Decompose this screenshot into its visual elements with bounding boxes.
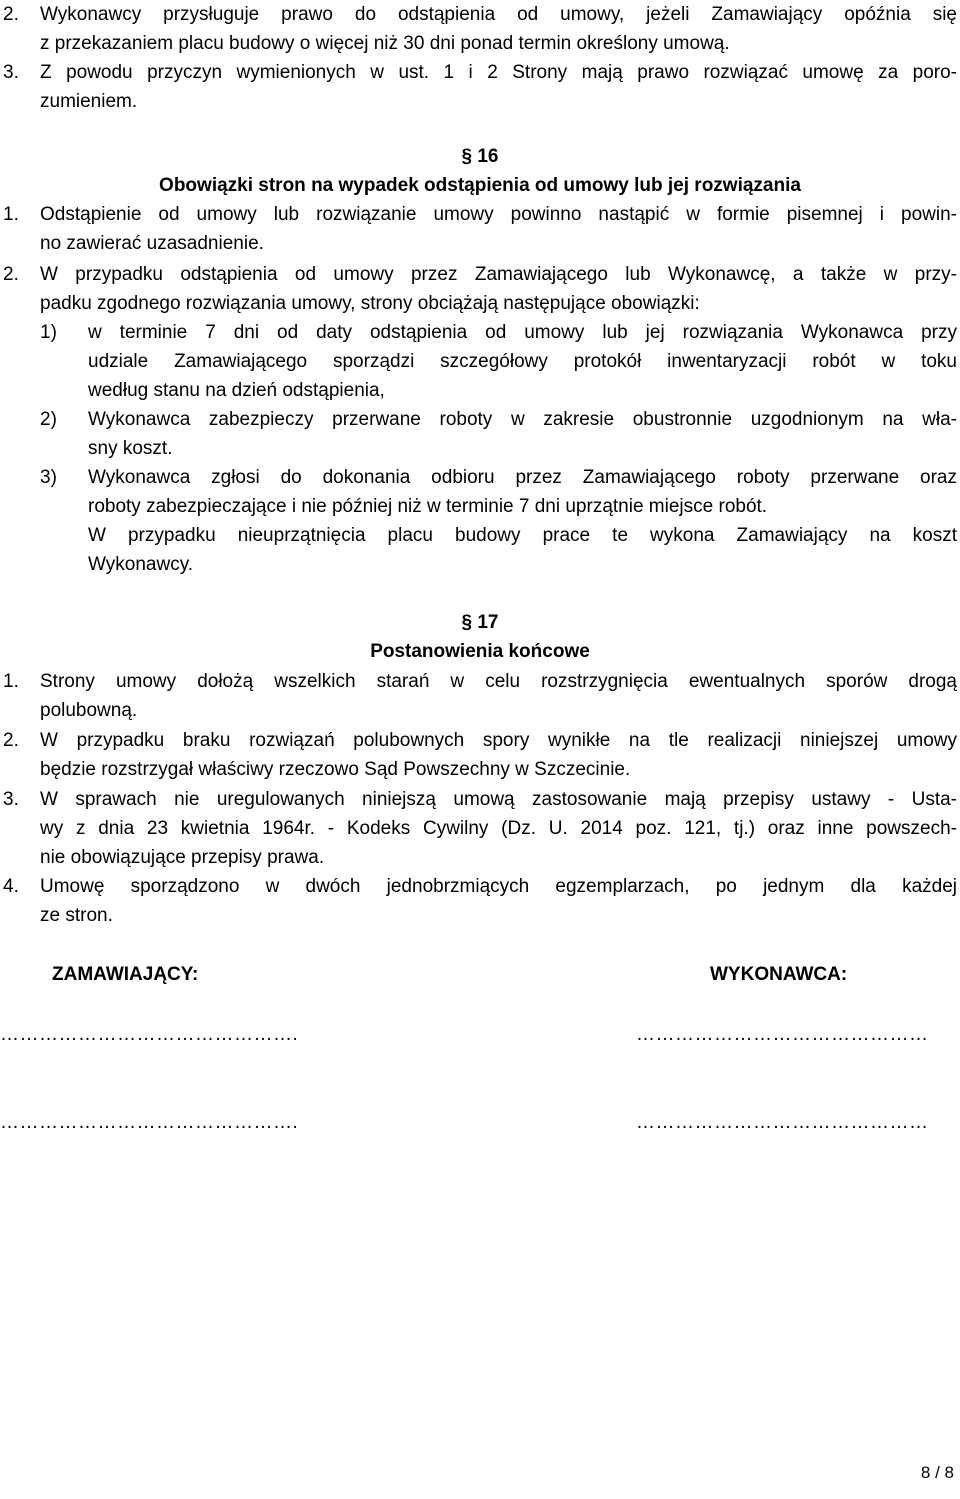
paragraph-number: 3.	[3, 62, 19, 83]
signature-label-contracting: ZAMAWIAJĄCY:	[52, 964, 199, 985]
paragraph-line: z przekazaniem placu budowy o więcej niż 30 dni ponad termin określony umową.	[40, 33, 730, 54]
signature-line: ……………………………………….	[0, 1024, 299, 1045]
section-title: Obowiązki stron na wypadek odstąpienia od umowy lub jej rozwiązania	[159, 175, 801, 196]
paragraph-line: nie obowiązujące przepisy prawa.	[40, 847, 325, 868]
list-item-line: Wykonawcy.	[88, 554, 194, 575]
paragraph-number: 3.	[3, 789, 19, 810]
paragraph-line: no zawierać uzasadnienie.	[40, 233, 264, 254]
paragraph-line: Wykonawcy przysługuje prawo do odstąpienia od umowy, jeżeli Zamawiający opóźnia się	[40, 4, 957, 25]
paragraph-number: 1.	[3, 671, 19, 692]
list-item-line: według stanu na dzień odstąpienia,	[88, 380, 385, 401]
list-item-line: W przypadku nieuprzątnięcia placu budowy prace te wykona Zamawiający na koszt	[88, 525, 957, 546]
signature-line: ………………………………………	[636, 1024, 929, 1045]
signature-line: ……………………………………….	[0, 1112, 299, 1133]
page-number: 8 / 8	[920, 1463, 954, 1482]
list-item-number: 3)	[40, 467, 57, 488]
paragraph-number: 2.	[3, 4, 19, 25]
paragraph-line: Umowę sporządzono w dwóch jednobrzmiących egzemplarzach, po jednym dla każdej	[40, 876, 957, 897]
paragraph-line: W sprawach nie uregulowanych niniejszą umową zastosowanie mają przepisy ustawy - Usta-	[40, 789, 957, 810]
list-item-number: 2)	[40, 409, 57, 430]
paragraph-line: polubowną.	[40, 700, 138, 721]
paragraph-line: padku zgodnego rozwiązania umowy, strony obciążają następujące obowiązki:	[40, 293, 700, 314]
section-title: Postanowienia końcowe	[370, 641, 590, 662]
list-item-line: udziale Zamawiającego sporządzi szczegółowy protokół inwentaryzacji robót w toku	[88, 351, 957, 372]
paragraph-line: wy z dnia 23 kwietnia 1964r. - Kodeks Cywilny (Dz. U. 2014 poz. 121, tj.) oraz inne powszech-	[40, 818, 957, 839]
paragraph-line: będzie rozstrzygał właściwy rzeczowo Sąd Powszechny w Szczecinie.	[40, 759, 631, 780]
section-heading: § 17	[461, 612, 499, 633]
paragraph-line: Z powodu przyczyn wymienionych w ust. 1 i 2 Strony mają prawo rozwiązać umowę za poro-	[40, 62, 957, 83]
list-item-line: Wykonawca zabezpieczy przerwane roboty w zakresie obustronnie uzgodnionym na wła-	[88, 409, 957, 430]
paragraph-line: zumieniem.	[40, 91, 138, 112]
paragraph-line: ze stron.	[40, 905, 113, 926]
paragraph-number: 2.	[3, 264, 19, 285]
paragraph-number: 1.	[3, 204, 19, 225]
list-item-number: 1)	[40, 322, 57, 343]
list-item-line: w terminie 7 dni od daty odstąpienia od umowy lub jej rozwiązania Wykonawca przy	[88, 322, 957, 343]
list-item-line: roboty zabezpieczające i nie później niż w terminie 7 dni uprzątnie miejsce robót.	[88, 496, 768, 517]
paragraph-line: Odstąpienie od umowy lub rozwiązanie umowy powinno nastąpić w formie pisemnej i powin-	[40, 204, 957, 225]
paragraph-number: 2.	[3, 730, 19, 751]
section-heading: § 16	[461, 146, 499, 167]
list-item-line: Wykonawca zgłosi do dokonania odbioru przez Zamawiającego roboty przerwane oraz	[88, 467, 957, 488]
paragraph-line: W przypadku braku rozwiązań polubownych spory wynikłe na tle realizacji niniejszej umowy	[40, 730, 957, 751]
signature-label-contractor: WYKONAWCA:	[710, 964, 848, 985]
paragraph-line: Strony umowy dołożą wszelkich starań w celu rozstrzygnięcia ewentualnych sporów drogą	[40, 671, 957, 692]
list-item-line: sny koszt.	[88, 438, 173, 459]
paragraph-number: 4.	[3, 876, 19, 897]
signature-line: ………………………………………	[636, 1112, 929, 1133]
paragraph-line: W przypadku odstąpienia od umowy przez Zamawiającego lub Wykonawcę, a także w przy-	[40, 264, 957, 285]
